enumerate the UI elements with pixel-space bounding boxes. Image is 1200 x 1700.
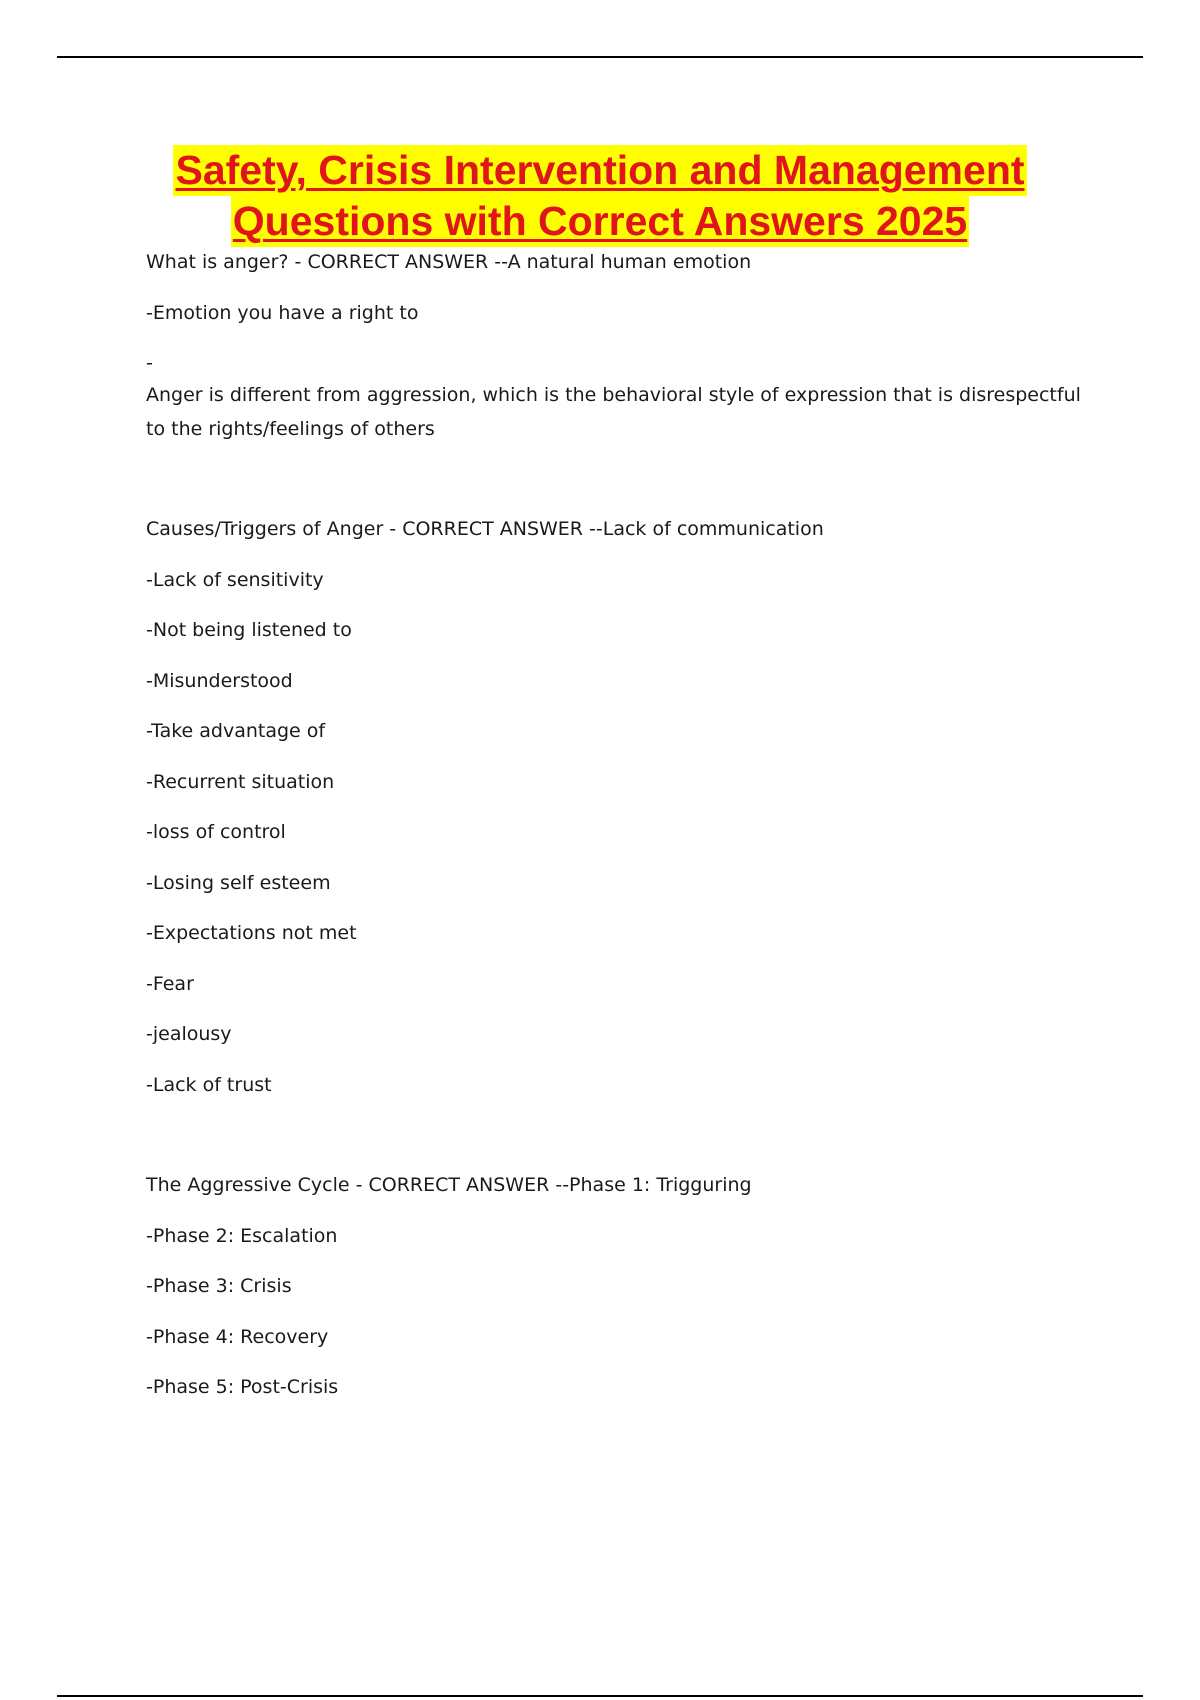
answer-item: -Not being listened to xyxy=(146,619,352,641)
title-line-2: Questions with Correct Answers 2025 xyxy=(231,196,969,247)
answer-item: -Phase 2: Escalation xyxy=(146,1224,338,1247)
answer-item: -Phase 4: Recovery xyxy=(146,1325,329,1348)
answer-item: -Lack of trust xyxy=(146,1073,272,1096)
answer-item: -Phase 5: Post-Crisis xyxy=(146,1376,339,1398)
bottom-rule xyxy=(57,1695,1143,1697)
question-anger: What is anger? - CORRECT ANSWER --A natural human emotion xyxy=(146,251,752,273)
answer-item: -loss of control xyxy=(146,821,286,843)
document-body xyxy=(146,245,1086,1421)
question-aggressive-cycle: The Aggressive Cycle - CORRECT ANSWER --Phase 1: Trigguring xyxy=(146,1174,752,1196)
top-rule xyxy=(57,56,1143,58)
answer-item: -Take advantage of xyxy=(146,720,326,742)
answer-paragraph: Anger is different from aggression, which is the behavioral style of expression that is disrespectful to the rights/feelings of others xyxy=(146,384,1081,440)
answer-item: -Lack of sensitivity xyxy=(146,568,324,591)
answer-item: -Expectations not met xyxy=(146,922,357,944)
question-triggers: Causes/Triggers of Anger - CORRECT ANSWER --Lack of communication xyxy=(146,518,824,540)
answer-item: -Phase 3: Crisis xyxy=(146,1275,292,1297)
answer-item: -Recurrent situation xyxy=(146,770,335,793)
answer-item: - xyxy=(146,352,153,374)
title-line-1: Safety, Crisis Intervention and Management xyxy=(173,145,1026,196)
answer-item: -jealousy xyxy=(146,1023,232,1045)
answer-item: -Losing self esteem xyxy=(146,871,331,894)
answer-item: -Misunderstood xyxy=(146,669,293,692)
answer-item: -Fear xyxy=(146,972,194,995)
answer-item: -Emotion you have a right to xyxy=(146,301,419,324)
document-title xyxy=(0,145,1200,247)
section-gap xyxy=(146,1118,1086,1168)
